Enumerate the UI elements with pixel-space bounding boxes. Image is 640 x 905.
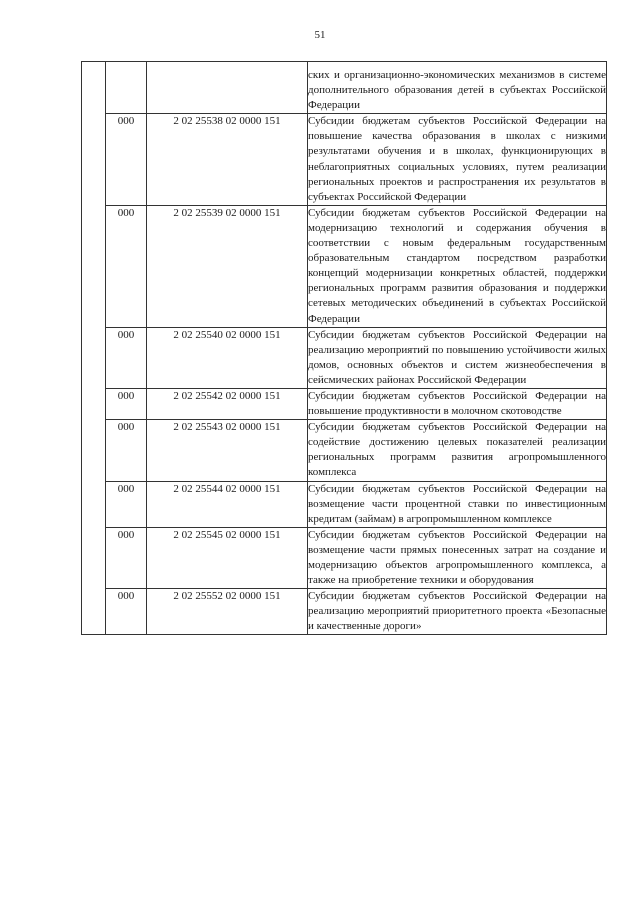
budget-code-cell: 2 02 25543 02 0000 151: [147, 420, 308, 481]
budget-classification-table: [81, 61, 607, 635]
admin-code-cell: 000: [106, 114, 147, 206]
continuation-text: ских и организационно-экономических механизмов в системе дополнительного образования детей в субъектах Российской Федерации: [308, 62, 607, 114]
revenue-name-cell: Субсидии бюджетам субъектов Российской Федерации на повышение продуктивности в молочном скотоводстве: [308, 388, 607, 419]
table-row: [82, 589, 607, 635]
admin-code-cell: 000: [106, 420, 147, 481]
code-cell: [147, 62, 308, 114]
admin-code-cell: 000: [106, 205, 147, 327]
revenue-name-cell: Субсидии бюджетам субъектов Российской Федерации на содействие достижению целевых показателей реализации региональных программ развития агропромышленного комплекса: [308, 420, 607, 481]
table-row-continuation: [82, 62, 607, 114]
admin-cell: [106, 62, 147, 114]
budget-code-cell: 2 02 25542 02 0000 151: [147, 388, 308, 419]
revenue-name-cell: Субсидии бюджетам субъектов Российской Федерации на возмещение части прямых понесенных затрат на создание и модернизацию объектов агропромышленного комплекса, а также на приобретение техники и оборудования: [308, 527, 607, 588]
budget-code-cell: 2 02 25545 02 0000 151: [147, 527, 308, 588]
revenue-name-cell: Субсидии бюджетам субъектов Российской Федерации на реализацию мероприятий по повышению устойчивости жилых домов, основных объектов и систем жизнеобеспечения в сейсмических районах Российской Федерации: [308, 327, 607, 388]
table-row: [82, 481, 607, 527]
admin-code-cell: 000: [106, 327, 147, 388]
table-row: [82, 205, 607, 327]
revenue-name-cell: Субсидии бюджетам субъектов Российской Федерации на модернизацию технологий и содержания обучения в соответствии с новым федеральным государственным образовательным стандартом посредством разработки концепций модернизации конкретных областей, поддержки региональных программ развития образования и поддержки сетевых методических объединений в субъектах Российской Федерации: [308, 205, 607, 327]
admin-code-cell: 000: [106, 388, 147, 419]
revenue-name-cell: Субсидии бюджетам субъектов Российской Федерации на возмещение части процентной ставки по инвестиционным кредитам (займам) в агропромышленном комплексе: [308, 481, 607, 527]
table-row: [82, 527, 607, 588]
empty-column: [82, 62, 106, 635]
budget-code-cell: 2 02 25552 02 0000 151: [147, 589, 308, 635]
admin-code-cell: 000: [106, 481, 147, 527]
budget-code-cell: 2 02 25540 02 0000 151: [147, 327, 308, 388]
budget-code-cell: 2 02 25539 02 0000 151: [147, 205, 308, 327]
page-number: 51: [314, 29, 326, 41]
admin-code-cell: 000: [106, 589, 147, 635]
table-row: [82, 388, 607, 419]
table-row: [82, 420, 607, 481]
table-row: [82, 327, 607, 388]
budget-code-cell: 2 02 25538 02 0000 151: [147, 114, 308, 206]
revenue-name-cell: Субсидии бюджетам субъектов Российской Федерации на реализацию мероприятий приоритетного проекта «Безопасные и качественные дороги»: [308, 589, 607, 635]
budget-code-cell: 2 02 25544 02 0000 151: [147, 481, 308, 527]
table-row: [82, 114, 607, 206]
admin-code-cell: 000: [106, 527, 147, 588]
revenue-name-cell: Субсидии бюджетам субъектов Российской Федерации на повышение качества образования в школах с низкими результатами обучения и в школах, функционирующих в неблагоприятных социальных условиях, путем реализации региональных проектов и распространения их результатов в субъектах Российской Федерации: [308, 114, 607, 206]
